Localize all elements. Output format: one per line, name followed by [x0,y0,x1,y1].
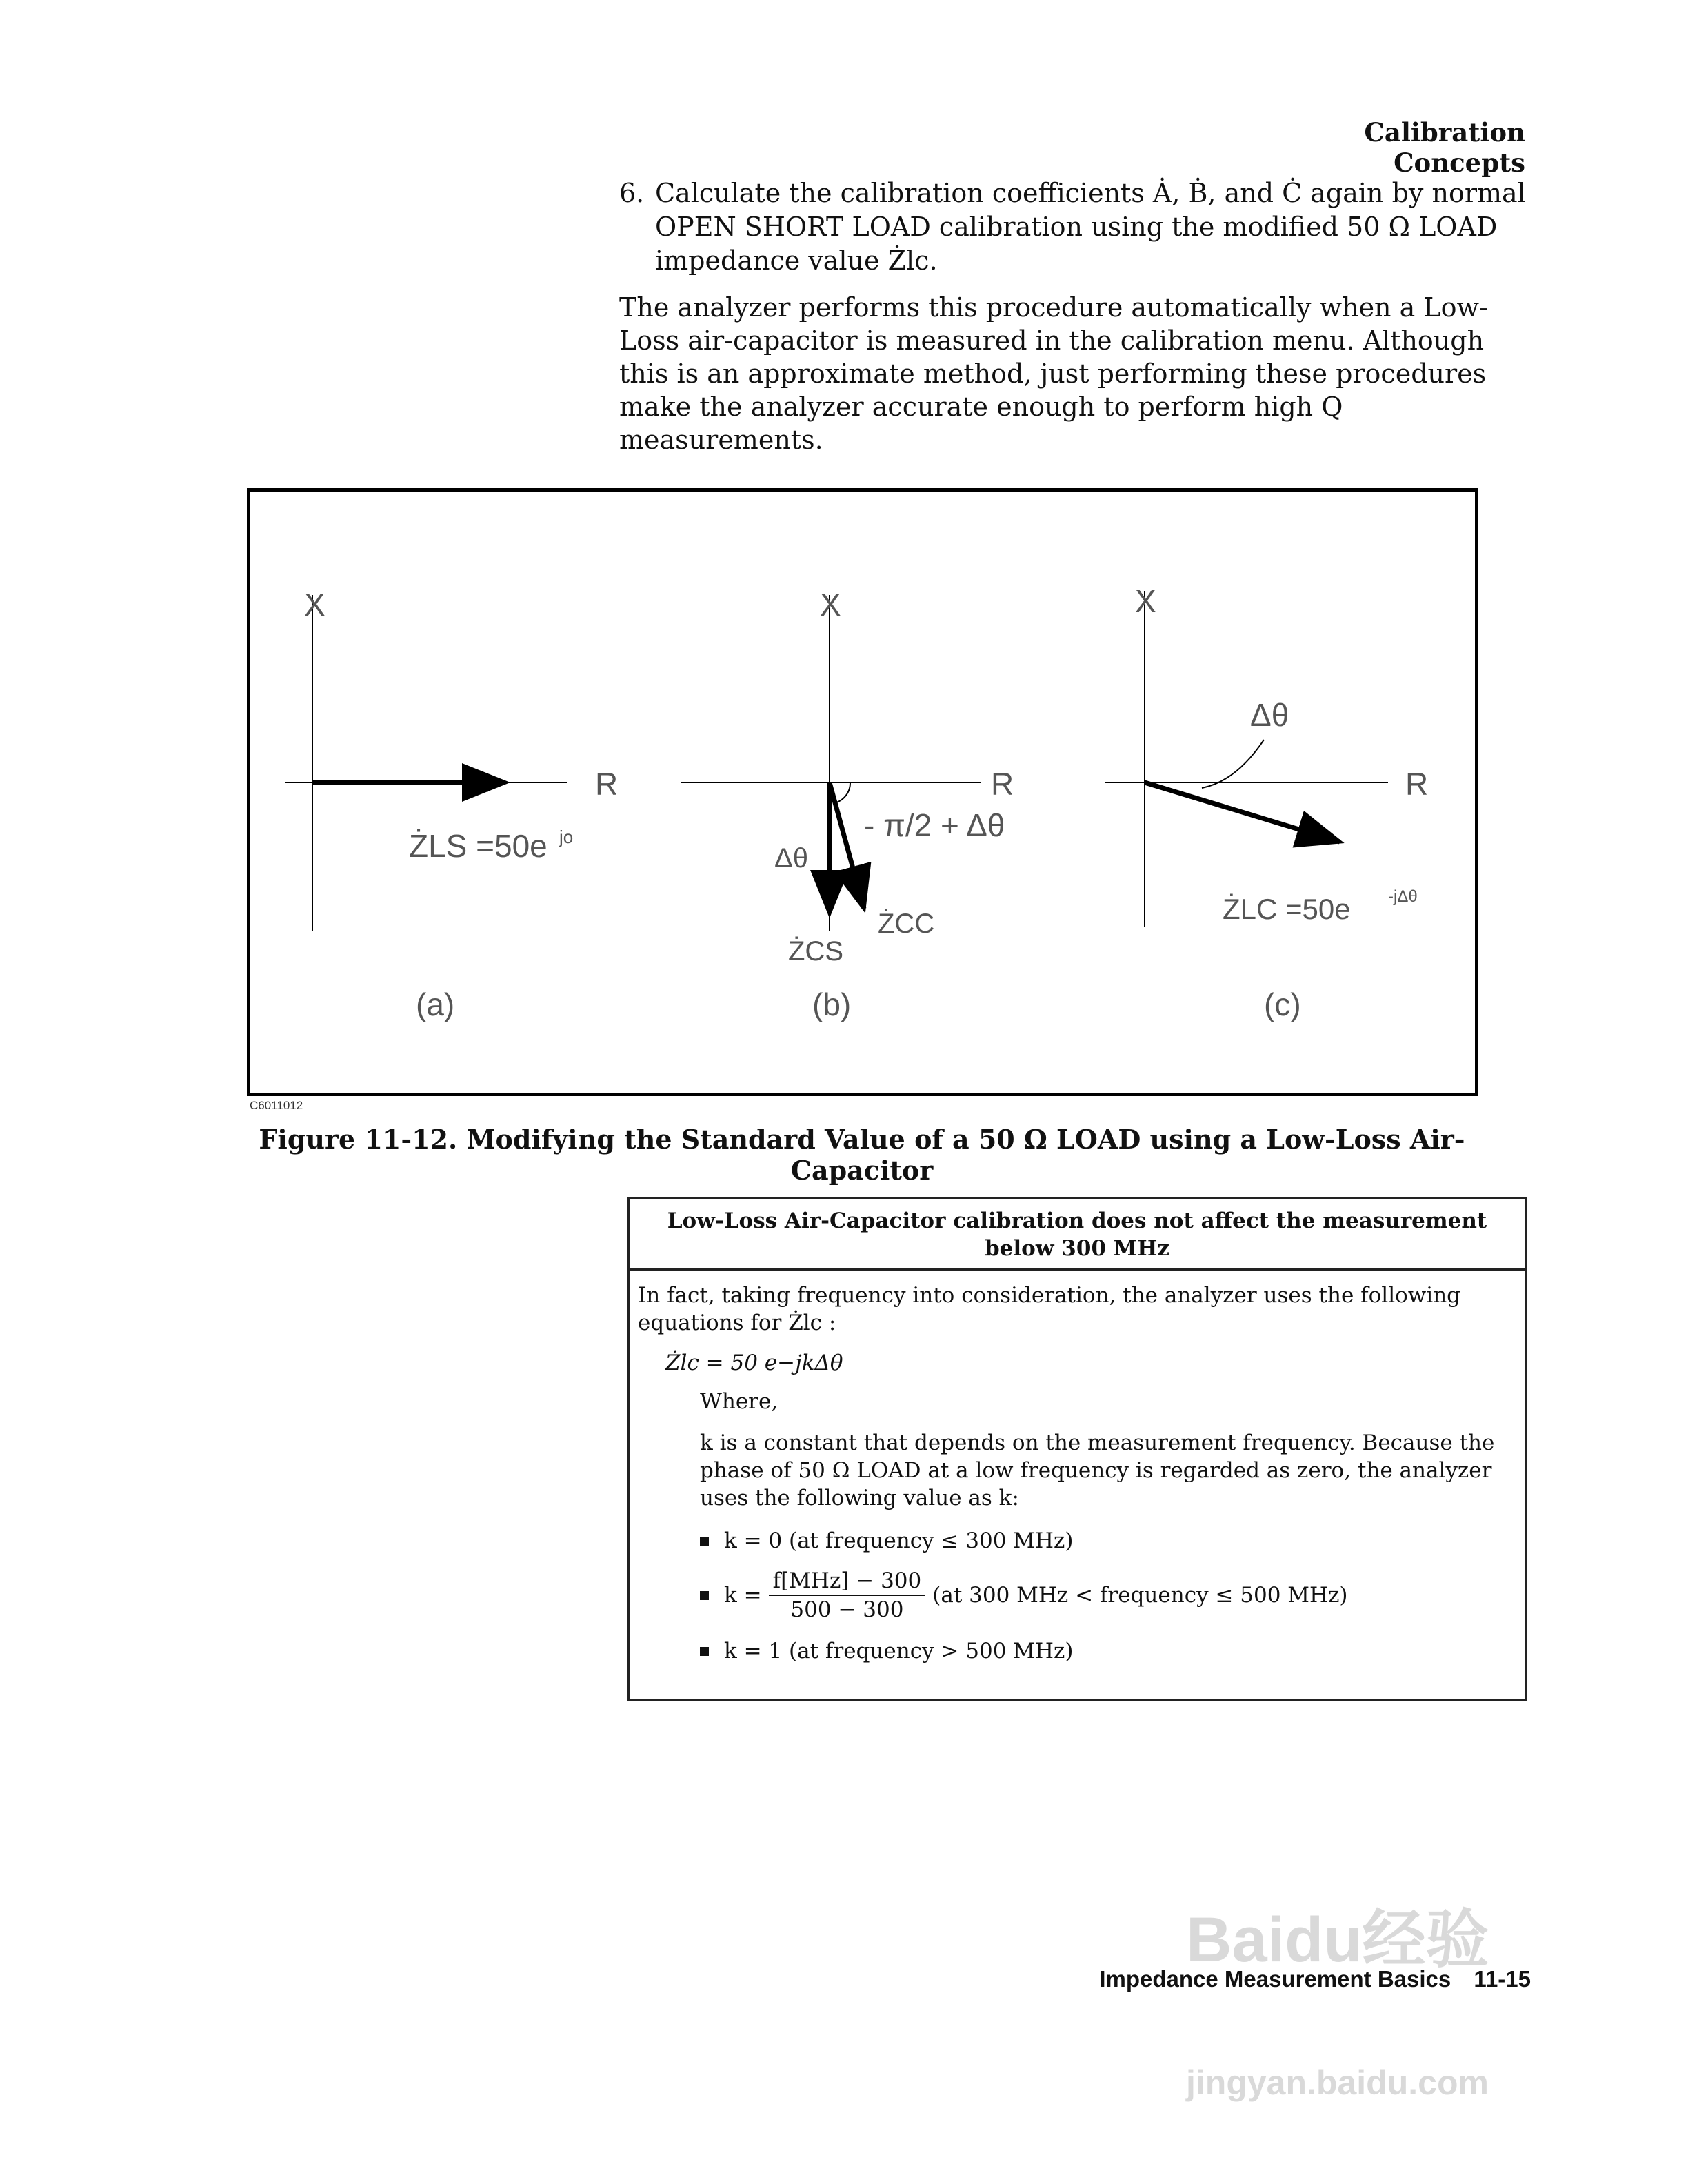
footer-page-number: 11-15 [1474,1966,1531,1992]
panel-b-angle-expr: - π/2 + Δθ [864,807,1005,843]
panel-c-vector-sup: -jΔθ [1388,887,1418,906]
bullet-2 [700,1567,1516,1624]
figure-diagram [250,492,1475,1093]
bullet-2-condition: (at 300 MHz < frequency ≤ 500 MHz) [932,1583,1348,1608]
step-number: 6. [619,178,645,208]
panel-c-angle-label: Δθ [1250,697,1289,733]
panel-a-vector-sup: jo [559,827,574,847]
panel-c-angle-pointer [1202,740,1264,788]
page-footer [1048,1966,1531,1992]
step-6 [619,176,1536,278]
panel-b-angle-label: Δθ [774,843,808,873]
bullet-square-icon [700,1537,709,1546]
bullet-1 [700,1527,1516,1555]
fraction-numerator: f[MHz] − 300 [769,1567,926,1596]
panel-b-r-label: R [991,766,1014,802]
bullet-3 [700,1637,1516,1665]
bullet-square-icon [700,1591,709,1600]
note-where: Where, [700,1389,778,1414]
panel-c-x-label: X [1135,583,1156,619]
figure-id: C6011012 [250,1099,303,1112]
bullet-2-fraction [769,1567,926,1624]
note-k-description: k is a constant that depends on the measurement frequency. Because the phase of 50 Ω LOAD at a low frequency is regarded as zero, the analyzer uses the following value as k: [700,1430,1495,1510]
panel-a-r-label: R [595,766,619,802]
figure-frame [247,488,1478,1096]
body-paragraph: The analyzer performs this procedure automatically when a Low-Loss air-capacitor is measured in the calibration menu. Although this is an approximate method, just performing these procedures make the analyzer accurate enough to perform high Q measurements. [619,292,1488,455]
bullet-3-text: k = 1 (at frequency > 500 MHz) [724,1639,1074,1664]
note-body [630,1271,1525,1676]
note-box [627,1197,1527,1701]
panel-b-x-label: X [820,587,841,623]
figure-caption: Figure 11-12. Modifying the Standard Value of a 50 Ω LOAD using a Low-Loss Air-Capacitor [259,1124,1465,1186]
watermark-brand: Baidu经验 [1186,1905,1489,1975]
panel-c-vector [1145,782,1340,842]
fraction-denominator: 500 − 300 [790,1597,904,1622]
panel-b-vec-cs-label: ŻCS [788,936,843,967]
note-intro: In fact, taking frequency into consideration, the analyzer uses the following equations for Żlc : [638,1283,1461,1335]
bullet-square-icon [700,1647,709,1656]
step-text: Calculate the calibration coefficients Ȧ, Ḃ, and Ċ again by normal OPEN SHORT LOAD calibration using the modified 50 Ω LOAD impedance value Żlc. [655,178,1526,276]
panel-b-vector-cc [830,782,864,909]
bullet-2-lhs: k = [724,1583,762,1608]
running-header: Calibration Concepts [1364,117,1525,178]
panel-c-vector-label: ŻLC =50e [1223,893,1351,925]
note-title: Low-Loss Air-Capacitor calibration does not affect the measurement below 300 MHz [630,1199,1525,1271]
panel-b-label: (b) [812,987,852,1022]
panel-b-vec-cc-label: ŻCC [878,909,935,939]
panel-a-vector-label: ŻLS =50e [409,828,547,864]
panel-c-r-label: R [1405,766,1429,802]
panel-a-x-label: X [304,587,325,623]
watermark [1186,1889,1489,2103]
panel-a-label: (a) [416,987,455,1022]
watermark-url: jingyan.baidu.com [1186,2063,1489,2102]
bullet-1-text: k = 0 (at frequency ≤ 300 MHz) [724,1528,1074,1553]
panel-c-label: (c) [1264,987,1301,1022]
footer-section: Impedance Measurement Basics [1099,1966,1451,1992]
note-equation: Żlc = 50 e−jkΔθ [665,1351,843,1375]
